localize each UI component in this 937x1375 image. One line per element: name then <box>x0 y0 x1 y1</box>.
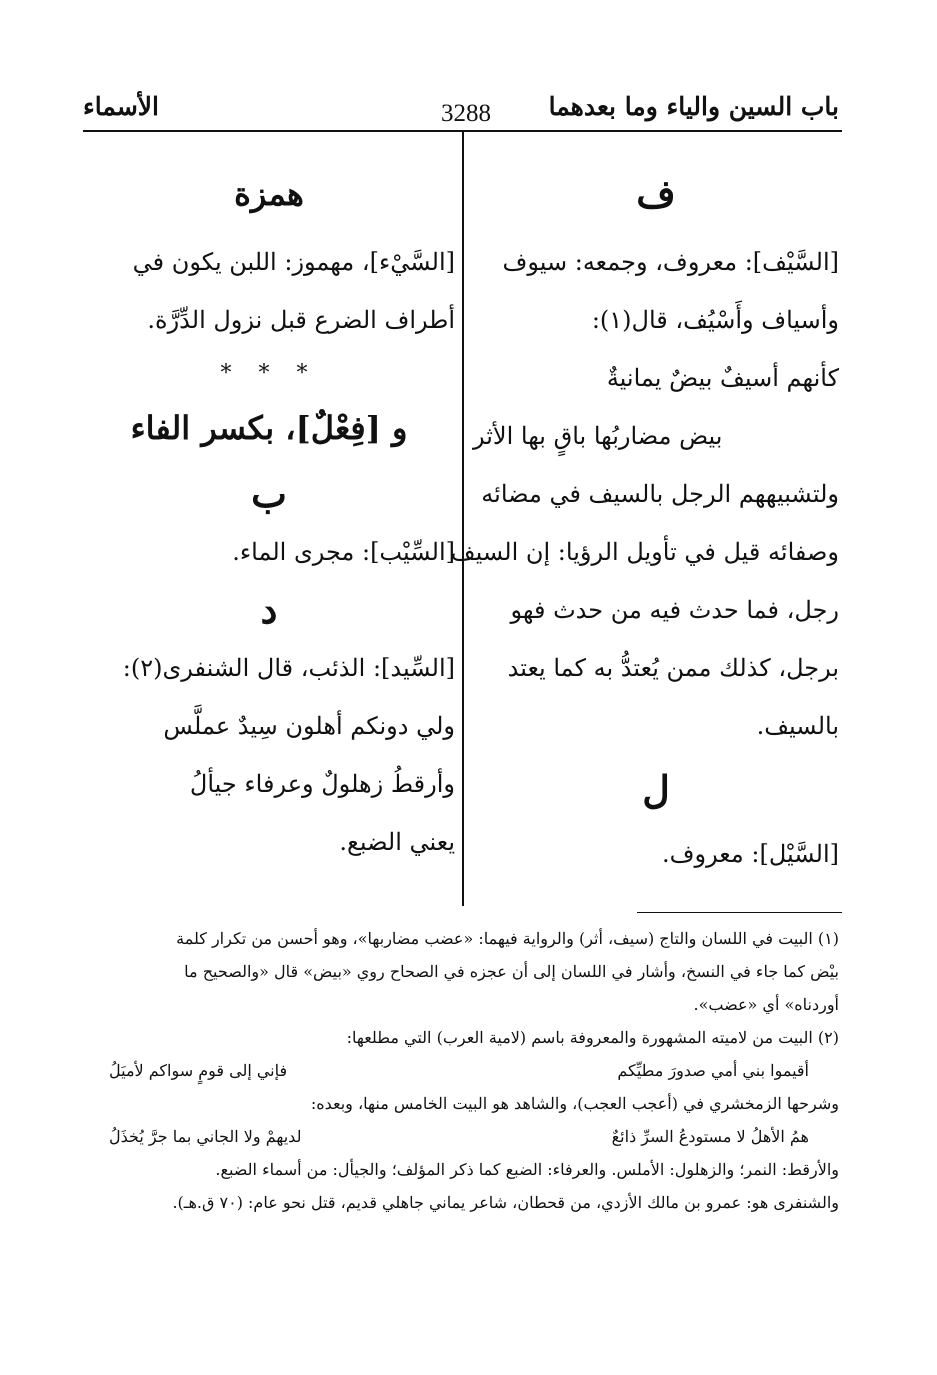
footnote-line: أوردناه» أي «عضب». <box>693 995 839 1014</box>
subheading: و [فِعْلٌ]، بكسر الفاء <box>130 409 408 447</box>
verse-line: وأرقطُ زهلولٌ وعرفاء جيألُ <box>189 770 455 798</box>
footnote-rule <box>637 912 842 913</box>
heading-hamza: همزة <box>234 175 304 213</box>
heading-fa: ف <box>636 171 676 216</box>
footnote-line: بيْض كما جاء في النسخ، وأشار في اللسان إلى أن عجزه في الصحاح روي «بيض» قال «والصحيح ما <box>184 962 839 981</box>
right-column <box>450 165 839 883</box>
verse-line: كأنهم أسيفٌ بيضٌ يمانيةٌ <box>606 364 839 392</box>
section-title: الأسماء <box>83 92 159 121</box>
footnote-line: (١) البيت في اللسان والتاج (سيف، أثر) والرواية فيهما: «عضب مضاربها»، وهو أحسن من تكرار كلمة <box>176 929 839 948</box>
footnote-line: وشرحها الزمخشري في (أعجب العجب)، والشاهد هو البيت الخامس منها، وبعده: <box>310 1094 839 1113</box>
verse-hemistich: لديهمْ ولا الجاني بما جرَّ يُخذَلُ <box>109 1127 302 1146</box>
verse-hemistich: همُ الأهلُ لا مستودعُ السرِّ ذائعٌ <box>611 1127 809 1146</box>
verse-line: ولي دونكم أهلون سِيدٌ عملَّس <box>163 712 455 740</box>
text-line: [السِّيد]: الذئب، قال الشنفرى(٢): <box>122 654 455 682</box>
text-line: رجل، فما حدث فيه من حدث فهو <box>510 596 839 624</box>
footnote-line: والأرقط: النمر؛ والزهلول: الأملس. والعرفاء: الضبع كما ذكر المؤلف؛ والجيأل: من أسماء الضبع. <box>215 1160 839 1179</box>
text-line: [السَّيْء]، مهموز: اللبن يكون في <box>132 248 455 276</box>
footnote-line: والشنفرى هو: عمرو بن مالك الأزدي، من قحطان، شاعر يماني جاهلي قديم، قتل نحو عام: (٧٠ ق.هـ). <box>172 1193 839 1212</box>
left-column <box>83 165 455 871</box>
text-line: [السِّيْب]: مجرى الماء. <box>232 538 455 566</box>
text-line: يعني الضبع. <box>339 828 455 856</box>
column-divider <box>462 132 464 906</box>
separator-stars: * * * <box>220 361 318 386</box>
verse-line: بيض مضاربُها باقٍ بها الأثر <box>473 422 723 450</box>
page-number: 3288 <box>441 100 491 127</box>
footnote-line: (٢) البيت من لاميته المشهورة والمعروفة باسم (لامية العرب) التي مطلعها: <box>346 1028 839 1047</box>
text-line: برجل، كذلك ممن يُعتدُّ به كما يعتد <box>507 654 839 682</box>
chapter-title: باب السين والياء وما بعدهما <box>548 92 839 121</box>
text-line: وأسياف وأَسْيُف، قال(١): <box>591 306 839 334</box>
text-line: أطراف الضرع قبل نزول الدِّرَّة. <box>147 306 455 334</box>
text-line: [السَّيْف]: معروف، وجمعه: سيوف <box>502 248 839 276</box>
text-line: ولتشبيههم الرجل بالسيف في مضائه <box>481 480 839 508</box>
text-line: بالسيف. <box>756 712 839 740</box>
heading-dal: د <box>260 587 278 632</box>
heading-ba: ب <box>251 471 287 516</box>
footnotes <box>79 922 839 1219</box>
verse-hemistich: أقيموا بني أمي صدورَ مطيِّكم <box>617 1061 809 1080</box>
verse-hemistich: فإني إلى قومٍ سواكم لأميَلُ <box>109 1061 288 1080</box>
footnote-verse <box>79 1054 839 1087</box>
footnote-verse <box>79 1120 839 1153</box>
heading-lam: ل <box>642 767 670 812</box>
text-line: [السَّيْل]: معروف. <box>661 840 839 868</box>
text-line: وصفائه قيل في تأويل الرؤيا: إن السيف <box>450 538 839 566</box>
